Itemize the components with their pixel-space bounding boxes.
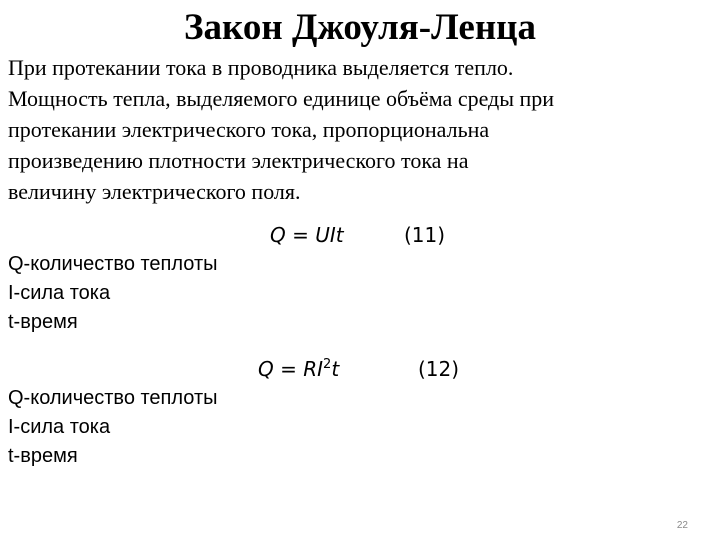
definition-item: Q-количество теплоты: [8, 253, 218, 275]
intro-paragraph: [8, 52, 658, 207]
definitions-list-11: [8, 250, 218, 337]
formula-equals: =: [280, 357, 297, 381]
intro-line: произведению плотности электрического тока на: [8, 148, 469, 173]
slide-title: Закон Джоуля-Ленца: [184, 7, 536, 48]
formula-number: (12): [418, 357, 460, 381]
formula-rhs: RI: [303, 357, 324, 381]
definition-item: Q-количество теплоты: [8, 387, 218, 409]
intro-line: Мощность тепла, выделяемого единице объёма среды при: [8, 86, 555, 111]
formula-expression: [270, 223, 344, 247]
formula-joule-lenz-11: [270, 222, 446, 248]
formula-expression: [258, 357, 339, 381]
intro-line: величину электрического поля.: [8, 179, 301, 204]
definition-item: t-время: [8, 311, 78, 333]
formula-superscript: 2: [323, 357, 332, 372]
formula-lhs: Q: [270, 223, 286, 247]
definition-item: I-сила тока: [8, 282, 111, 304]
formula-joule-lenz-12: [258, 356, 460, 386]
definitions-list-12: [8, 384, 218, 471]
formula-rhs: UIt: [315, 223, 344, 247]
intro-line: протекании электрического тока, пропорциональна: [8, 117, 490, 142]
formula-equals: =: [292, 223, 309, 247]
definition-item: t-время: [8, 445, 78, 467]
formula-rhs-tail: t: [331, 357, 340, 381]
definition-item: I-сила тока: [8, 416, 111, 438]
page-number: 22: [676, 520, 688, 531]
formula-lhs: Q: [258, 357, 274, 381]
formula-number: (11): [404, 223, 446, 247]
intro-line: При протекании тока в проводника выделяется тепло.: [8, 55, 514, 80]
